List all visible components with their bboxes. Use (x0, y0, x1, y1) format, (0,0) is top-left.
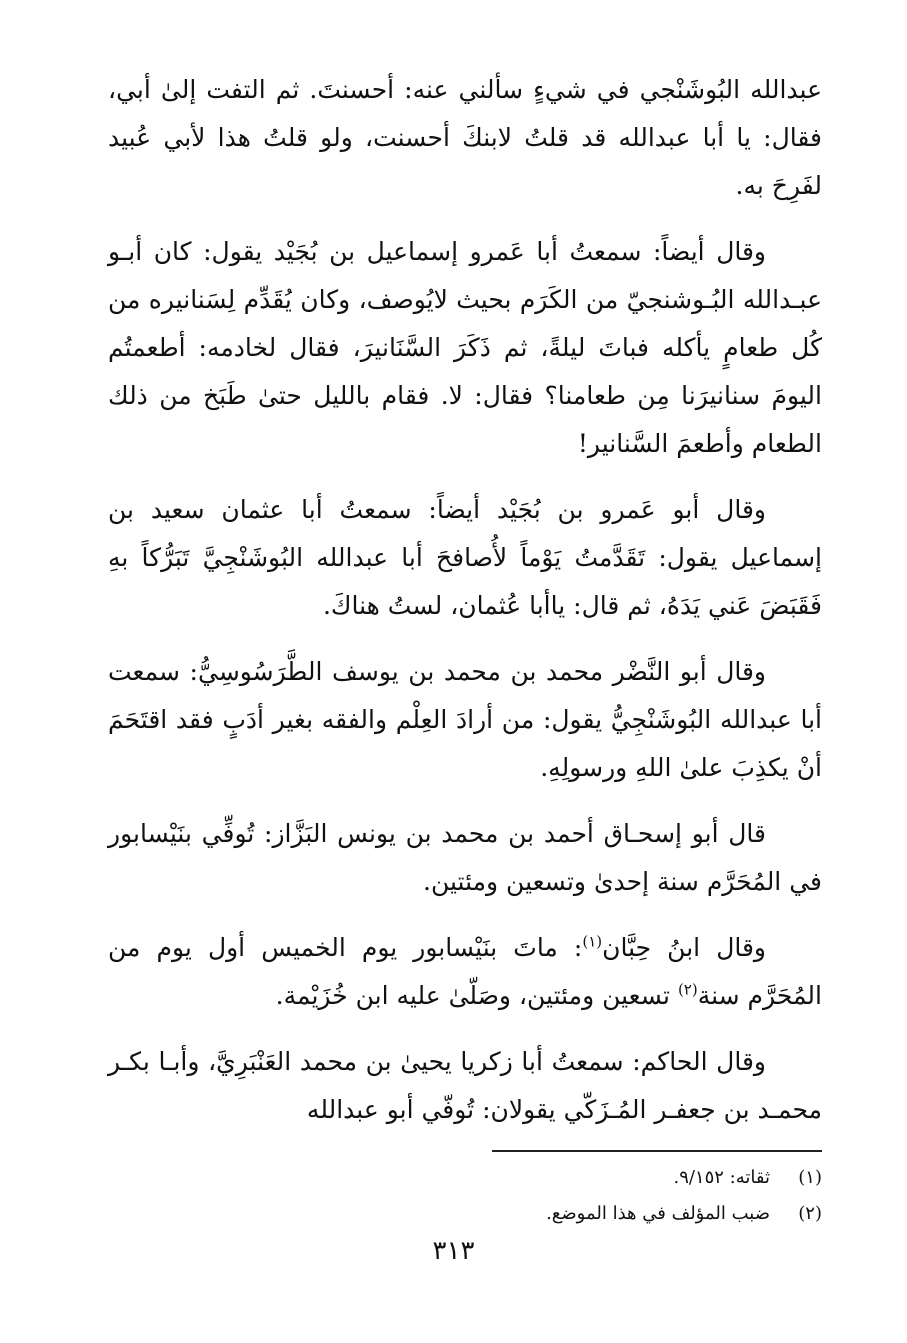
main-text (108, 66, 822, 1134)
paragraph: وقال الحاكم: سمعتُ أبا زكريا يحيىٰ بن محمد العَنْبَرِيَّ، وأبـا بكـر محمـد بن جعفـر المُـزَكّي يقولان: تُوفّي أبو عبدالله (108, 1047, 822, 1124)
footnote-reference[interactable]: (١) (582, 932, 603, 951)
paragraph: وقال أيضاً: سمعتُ أبا عَمرو إسماعيل بن بُجَيْد يقول: كان أبـو عبـدالله البُـوشنجيّ من الكَرَم بحيث لايُوصف، وكان يُقَدِّم لِسَنانيره من كُل طعامٍ يأكله فباتَ ليلةً، ثم ذَكَرَ السَّنَانيرَ، فقال لخادمه: أطعمتُم اليومَ سنانيرَنا مِن طعامنا؟ فقال: لا. فقام بالليل حتىٰ طَبَخ من ذلك الطعام وأطعمَ السَّنانير! (108, 237, 822, 458)
footnote-number: (١) (798, 1167, 822, 1188)
paragraph-text: : ماتَ بنَيْسابور يوم الخميس أول يوم من المُحَرَّم سنة (108, 933, 822, 1010)
footnote-reference[interactable]: (٢) (677, 980, 698, 999)
footnote-number: (٢) (798, 1203, 822, 1224)
footnote-item (108, 1160, 822, 1196)
paragraph: وقال أبو النَّضْر محمد بن محمد بن يوسف الطَّرَسُوسِيُّ: سمعت أبا عبدالله البُوشَنْجِيُّ يقول: من أرادَ العِلْم والفقه بغير أدَبٍ فقد اقتَحَمَ أنْ يكذِبَ علىٰ اللهِ ورسولِهِ. (108, 657, 822, 782)
footnote-divider (492, 1150, 822, 1152)
paragraph: عبدالله البُوشَنْجي في شيءٍ سألني عنه: أحسنتَ. ثم التفت إلىٰ أبي، فقال: يا أبا عبدالله قد قلتُ لابنكَ أحسنت، ولو قلتُ هذا لأبي عُبيد لفَرِحَ به. (108, 75, 822, 200)
paragraph: وقال أبو عَمرو بن بُجَيْد أيضاً: سمعتُ أبا عثمان سعيد بن إسماعيل يقول: تَقَدَّمتُ يَوْماً لأُصافحَ أبا عبدالله البُوشَنْجِيَّ تَبَرُّكاً بهِ فَقَبَضَ عَني يَدَهُ، ثم قال: ياأبا عُثمان، لستُ هناكَ. (108, 495, 822, 620)
page-body (108, 66, 822, 1152)
paragraph-text: تسعين ومئتين، وصَلّىٰ عليه ابن خُزَيْمة. (275, 981, 678, 1010)
footnote-text: ضبب المؤلف في هذا الموضع. (546, 1203, 770, 1224)
paragraph-text: وقال ابنُ حِبَّان (602, 933, 767, 962)
page-number: ٣١٣ (432, 1236, 475, 1266)
footnotes (108, 1160, 822, 1232)
footnote-text: ثقاته: ٩/١٥٢. (673, 1167, 770, 1188)
paragraph-with-footnotes (108, 924, 822, 1020)
footnote-item (108, 1196, 822, 1232)
paragraph: قال أبو إسحـاق أحمد بن محمد بن يونس البَزَّاز: تُوفِّي بنَيْسابور في المُحَرَّم سنة إحدىٰ وتسعين ومئتين. (108, 819, 822, 896)
